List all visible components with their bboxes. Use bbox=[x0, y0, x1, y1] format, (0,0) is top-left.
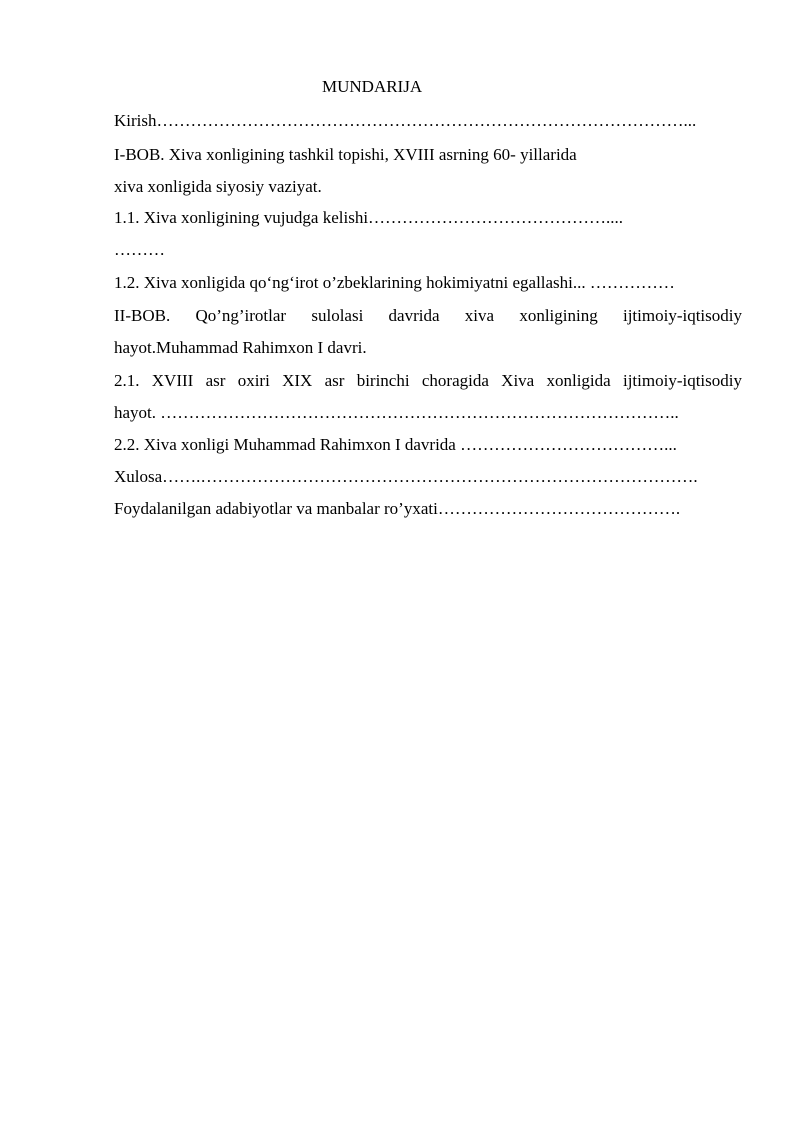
toc-entry-chapter-2-line-1: II-BOB. Qo’ng’irotlar sulolasi davrida xiva xonligining ijtimoiy-iqtisodiy bbox=[114, 306, 742, 325]
toc-entry-section-1-2: 1.2. Xiva xonligida qo‘ng‘irot o’zbeklarining hokimiyatni egallashi... …………… bbox=[114, 273, 675, 292]
toc-entry-section-1-1: 1.1. Xiva xonligining vujudga kelishi…………………………………….... bbox=[114, 208, 624, 227]
toc-entry-section-2-1-line-1: 2.1. XVIII asr oxiri XIX asr birinchi choragida Xiva xonligida ijtimoiy-iqtisodiy bbox=[114, 371, 742, 390]
toc-entry-section-2-1-line-2: hayot. ……………………………………………………………………………….. bbox=[114, 403, 679, 422]
toc-entry-chapter-1-line-2: xiva xonligida siyosiy vaziyat. bbox=[114, 177, 322, 196]
toc-entry-section-2-2: 2.2. Xiva xonligi Muhammad Rahimxon I davrida ………………………………... bbox=[114, 435, 677, 454]
toc-entry-bibliography: Foydalanilgan adabiyotlar va manbalar ro’yxati……………………………………. bbox=[114, 499, 681, 518]
toc-entry-introduction: Kirish…………………………………………………………………………………... bbox=[114, 111, 697, 130]
toc-entry-chapter-2-line-2: hayot.Muhammad Rahimxon I davri. bbox=[114, 338, 367, 357]
toc-entry-chapter-1-line-1: I-BOB. Xiva xonligining tashkil topishi, XVIII asrning 60- yillarida bbox=[114, 145, 577, 164]
toc-entry-conclusion: Xulosa…….……………………………………………………………………………. bbox=[114, 467, 698, 486]
toc-entry-section-1-1-leader: ……… bbox=[114, 240, 165, 259]
toc-title: MUNDARIJA bbox=[322, 77, 423, 96]
